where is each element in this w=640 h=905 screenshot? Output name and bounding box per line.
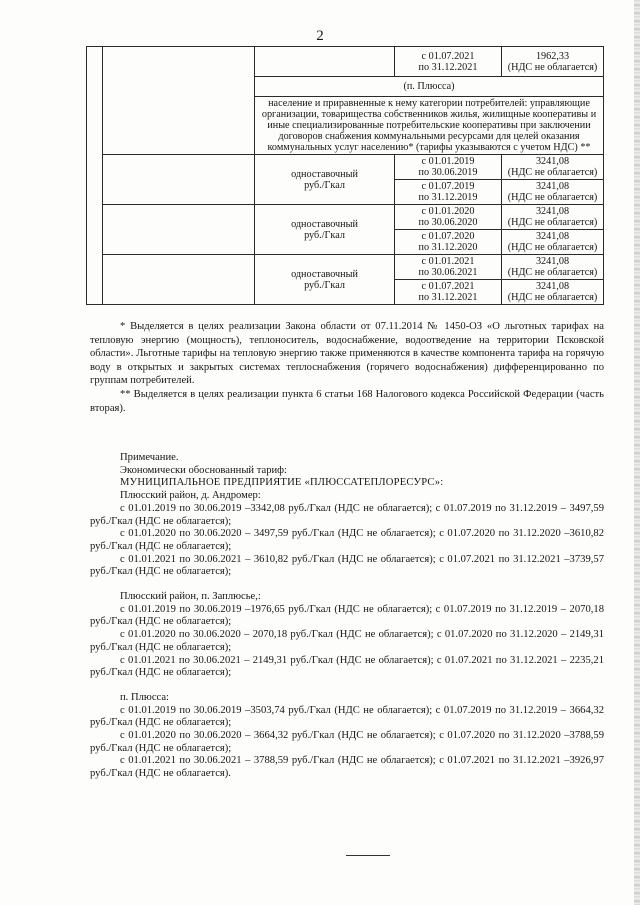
note-section: [90, 452, 604, 781]
period-start: с 01.07.2021: [421, 281, 475, 292]
location-name: п. Плюсса:: [120, 691, 169, 703]
period-cell: [395, 205, 502, 230]
period-end: по 31.12.2021: [418, 61, 478, 73]
table-row: [87, 155, 604, 180]
period-start: с 01.07.2021: [421, 50, 475, 62]
period-end: по 30.06.2021: [418, 267, 478, 278]
tariff-cell: [502, 155, 604, 180]
location-header: (п. Плюсса): [255, 77, 604, 97]
rate-line: с 01.01.2020 по 30.06.2020 – 3664,32 руб./Гкал (НДС не облагается); с 01.07.2020 по 31.12.2020 –3788,59 руб./Гкал (НДС не облагается);: [90, 730, 604, 754]
tariff-cell: [502, 205, 604, 230]
tariff-vat-note: (НДС не облагается): [507, 292, 598, 303]
rate-line: с 01.01.2021 по 30.06.2021 – 3788,59 руб./Гкал (НДС не облагается); с 01.07.2021 по 31.12.2021 –3926,97 руб./Гкал (НДС не облагается).: [90, 755, 604, 780]
rate-line: с 01.01.2020 по 30.06.2020 – 3497,59 руб./Гкал (НДС не облагается); с 01.07.2020 по 31.12.2020 –3610,82 руб./Гкал (НДС не облагается);: [90, 528, 604, 552]
table-row: [87, 47, 604, 77]
tariff-vat-note: (НДС не облагается): [507, 61, 598, 73]
tariff-vat-note: (НДС не облагается): [507, 267, 598, 278]
rate-line: с 01.01.2021 по 30.06.2021 – 2149,31 руб./Гкал (НДС не облагается); с 01.07.2021 по 31.12.2021 – 2235,21 руб./Гкал (НДС не облагается);: [90, 654, 604, 679]
rate-line: с 01.01.2021 по 30.06.2021 – 3610,82 руб./Гкал (НДС не облагается); с 01.07.2021 по 31.12.2021 –3739,57 руб./Гкал (НДС не облагается);: [90, 553, 604, 578]
spacer: [90, 680, 604, 692]
period-cell: [395, 180, 502, 205]
table-stub-col-2: [103, 255, 255, 305]
note-subheading: Экономически обоснованный тариф:: [120, 464, 287, 476]
tariff-cell: [502, 180, 604, 205]
table-row: [87, 255, 604, 280]
period-end: по 31.12.2020: [418, 242, 478, 253]
rate-line: с 01.01.2020 по 30.06.2020 – 2070,18 руб./Гкал (НДС не облагается); с 01.07.2020 по 31.12.2020 – 2149,31 руб./Гкал (НДС не облагается);: [90, 629, 604, 653]
tariff-type-cell: [255, 155, 395, 205]
tariff-type-cell: [255, 255, 395, 305]
tariff-cell: [502, 47, 604, 77]
period-cell: [395, 230, 502, 255]
footnotes: [90, 320, 604, 415]
footnote-1: * Выделяется в целях реализации Закона области от 07.11.2014 № 1450-ОЗ «О льготных тарифах на тепловую энергию (мощность), теплоноситель, водоснабжение, водоотведение на территории Псковской области». Льготные тарифы на тепловую энергию также применяются в качестве компонента тарифа на горячую воду в открытых и закрытых системах теплоснабжения (горячего водоснабжения) дифференцированно по группам потребителей.: [90, 321, 604, 387]
period-end: по 30.06.2019: [418, 167, 478, 178]
period-start: с 01.01.2021: [421, 256, 475, 267]
rate-line: с 01.01.2019 по 30.06.2019 –3342,08 руб./Гкал (НДС не облагается); с 01.07.2019 по 31.12.2019 – 3497,59 руб./Гкал (НДС не облагается);: [90, 502, 604, 527]
location-name: Плюсский район, д. Андромер:: [120, 490, 261, 502]
tariff-type: одноставочный: [291, 218, 358, 230]
period-end: по 31.12.2019: [418, 192, 478, 203]
tariff-type: одноставочный: [291, 168, 358, 180]
table-row: [87, 205, 604, 230]
table-stub-col-2: [103, 205, 255, 255]
tariff-vat-note: (НДС не облагается): [507, 167, 598, 178]
organization-name: МУНИЦИПАЛЬНОЕ ПРЕДПРИЯТИЕ «ПЛЮССАТЕПЛОРЕСУРС»:: [120, 477, 444, 489]
period-start: с 01.01.2019: [421, 156, 475, 167]
spacer: [90, 579, 604, 591]
end-divider: [346, 855, 390, 856]
table-stub-col-2: [103, 47, 255, 155]
period-start: с 01.07.2020: [421, 231, 475, 242]
period-cell: [395, 47, 502, 77]
table-stub-col-1: [87, 47, 103, 305]
tariff-type: одноставочный: [291, 268, 358, 280]
footnote-2: ** Выделяется в целях реализации пункта 6 статьи 168 Налогового кодекса Российской Федерации (часть вторая).: [90, 388, 604, 414]
period-cell: [395, 280, 502, 305]
period-end: по 31.12.2021: [418, 292, 478, 303]
tariff-value: 3241,08: [535, 231, 570, 242]
tariff-type-cell: [255, 205, 395, 255]
period-cell: [395, 255, 502, 280]
tariff-value: 3241,08: [535, 156, 570, 167]
period-start: с 01.01.2020: [421, 206, 475, 217]
note-heading: Примечание.: [120, 452, 179, 463]
tariff-cell: [502, 230, 604, 255]
table-empty-cell: [255, 47, 395, 77]
scan-edge: [634, 0, 640, 905]
tariff-cell: [502, 255, 604, 280]
page-number: 2: [316, 28, 324, 44]
rate-line: с 01.01.2019 по 30.06.2019 –3503,74 руб./Гкал (НДС не облагается); с 01.07.2019 по 31.12.2019 – 3664,32 руб./Гкал (НДС не облагается);: [90, 704, 604, 729]
tariff-unit: руб./Гкал: [304, 179, 345, 191]
tariff-value: 3241,08: [535, 206, 570, 217]
tariff-vat-note: (НДС не облагается): [507, 242, 598, 253]
period-start: с 01.07.2019: [421, 181, 475, 192]
table-stub-col-2: [103, 155, 255, 205]
tariff-vat-note: (НДС не облагается): [507, 192, 598, 203]
consumer-category: население и приравненные к нему категории потребителей: управляющие организации, товарищества собственников жилья, жилищные кооперативы и иные специализированные потребительские кооперативы при заключении договоров снабжения коммунальными ресурсами для целей оказания коммунальных услуг населению* (тарифы указываются с учетом НДС) **: [255, 97, 604, 155]
tariff-unit: руб./Гкал: [304, 229, 345, 241]
tariff-unit: руб./Гкал: [304, 279, 345, 291]
tariff-value: 1962,33: [535, 50, 570, 62]
period-cell: [395, 155, 502, 180]
tariff-table: [86, 46, 604, 305]
tariff-value: 3241,08: [535, 256, 570, 267]
tariff-value: 3241,08: [535, 281, 570, 292]
rate-line: с 01.01.2019 по 30.06.2019 –1976,65 руб./Гкал (НДС не облагается); с 01.07.2019 по 31.12.2019 – 2070,18 руб./Гкал (НДС не облагается);: [90, 603, 604, 628]
tariff-value: 3241,08: [535, 181, 570, 192]
period-end: по 30.06.2020: [418, 217, 478, 228]
location-name: Плюсский район, п. Заплюсье,:: [120, 591, 261, 603]
tariff-cell: [502, 280, 604, 305]
tariff-vat-note: (НДС не облагается): [507, 217, 598, 228]
